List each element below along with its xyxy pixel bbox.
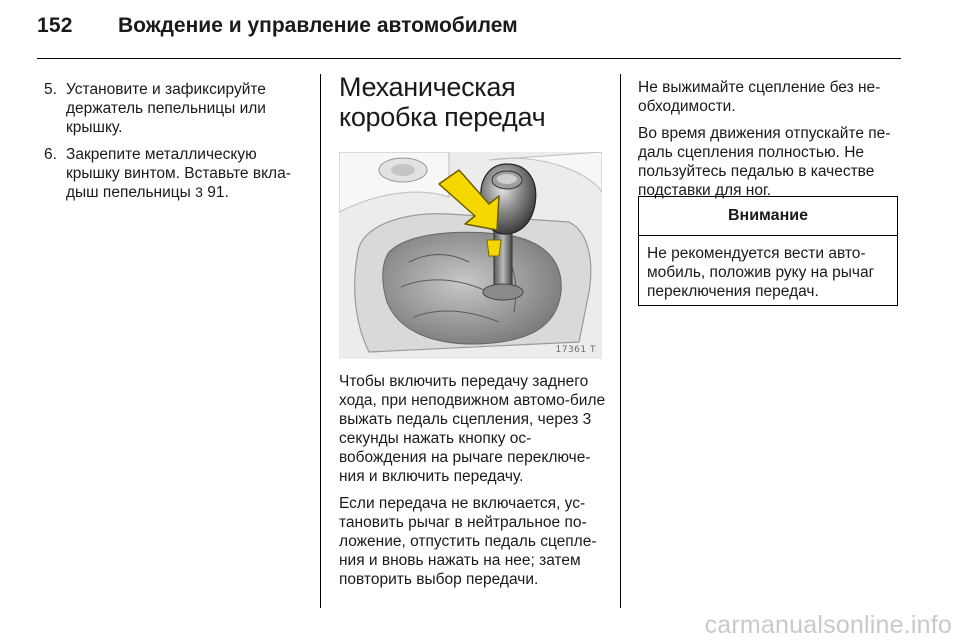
list-item-number: 6.: [44, 146, 57, 163]
caution-title: Внимание: [639, 197, 897, 236]
header-divider: [37, 58, 901, 59]
list-item: [44, 145, 306, 202]
caution-box: [638, 196, 898, 306]
gear-lever-illustration: [339, 152, 602, 359]
page-header-title: Вождение и управление автомобилем: [118, 14, 518, 37]
list-item-number: 5.: [44, 81, 57, 98]
page-reference-arrow-icon: 3: [195, 184, 203, 200]
watermark[interactable]: carmanualsonline.info: [704, 611, 952, 639]
instruction-list: [44, 80, 306, 210]
section-title: Механическая коробка передач: [339, 72, 546, 132]
column-divider-right: [620, 74, 621, 608]
list-item-text: Закрепите металлическую крышку винтом. Вставьте вкла-дыш пепельницы: [66, 146, 291, 201]
clutch-advice: [638, 78, 902, 208]
page-number: 152: [37, 14, 73, 37]
page-reference-link[interactable]: 91.: [207, 184, 229, 201]
caution-text: Не рекомендуется вести авто-мобиль, положив руку на рычаг переключения передач.: [647, 245, 875, 300]
figure-id: 17361 T: [555, 345, 596, 355]
list-item-text: Установите и зафиксируйте держатель пепельницы или крышку.: [66, 81, 266, 136]
gear-shift-drawing: [339, 152, 602, 359]
list-item: [44, 80, 306, 137]
reverse-gear-instructions: [339, 372, 607, 597]
paragraph: Во время движения отпускайте пе-даль сцепления полностью. Не пользуйтесь педалью в качестве подставки для ног.: [638, 125, 891, 199]
paragraph: Не выжимайте сцепление без не-обходимости.: [638, 79, 881, 115]
paragraph: Чтобы включить передачу заднего хода, при неподвижном автомо-биле выжать педаль сцепления, через 3 секунды нажать кнопку ос-вобождения на рычаге переключе-ния и включить передачу.: [339, 373, 606, 485]
paragraph: Если передача не включается, ус-тановить рычаг в нейтральное по-ложение, отпустить педаль сцепле-ния и вновь нажать на нее; затем повторить выбор передачи.: [339, 495, 597, 588]
column-divider-left: [320, 74, 321, 608]
